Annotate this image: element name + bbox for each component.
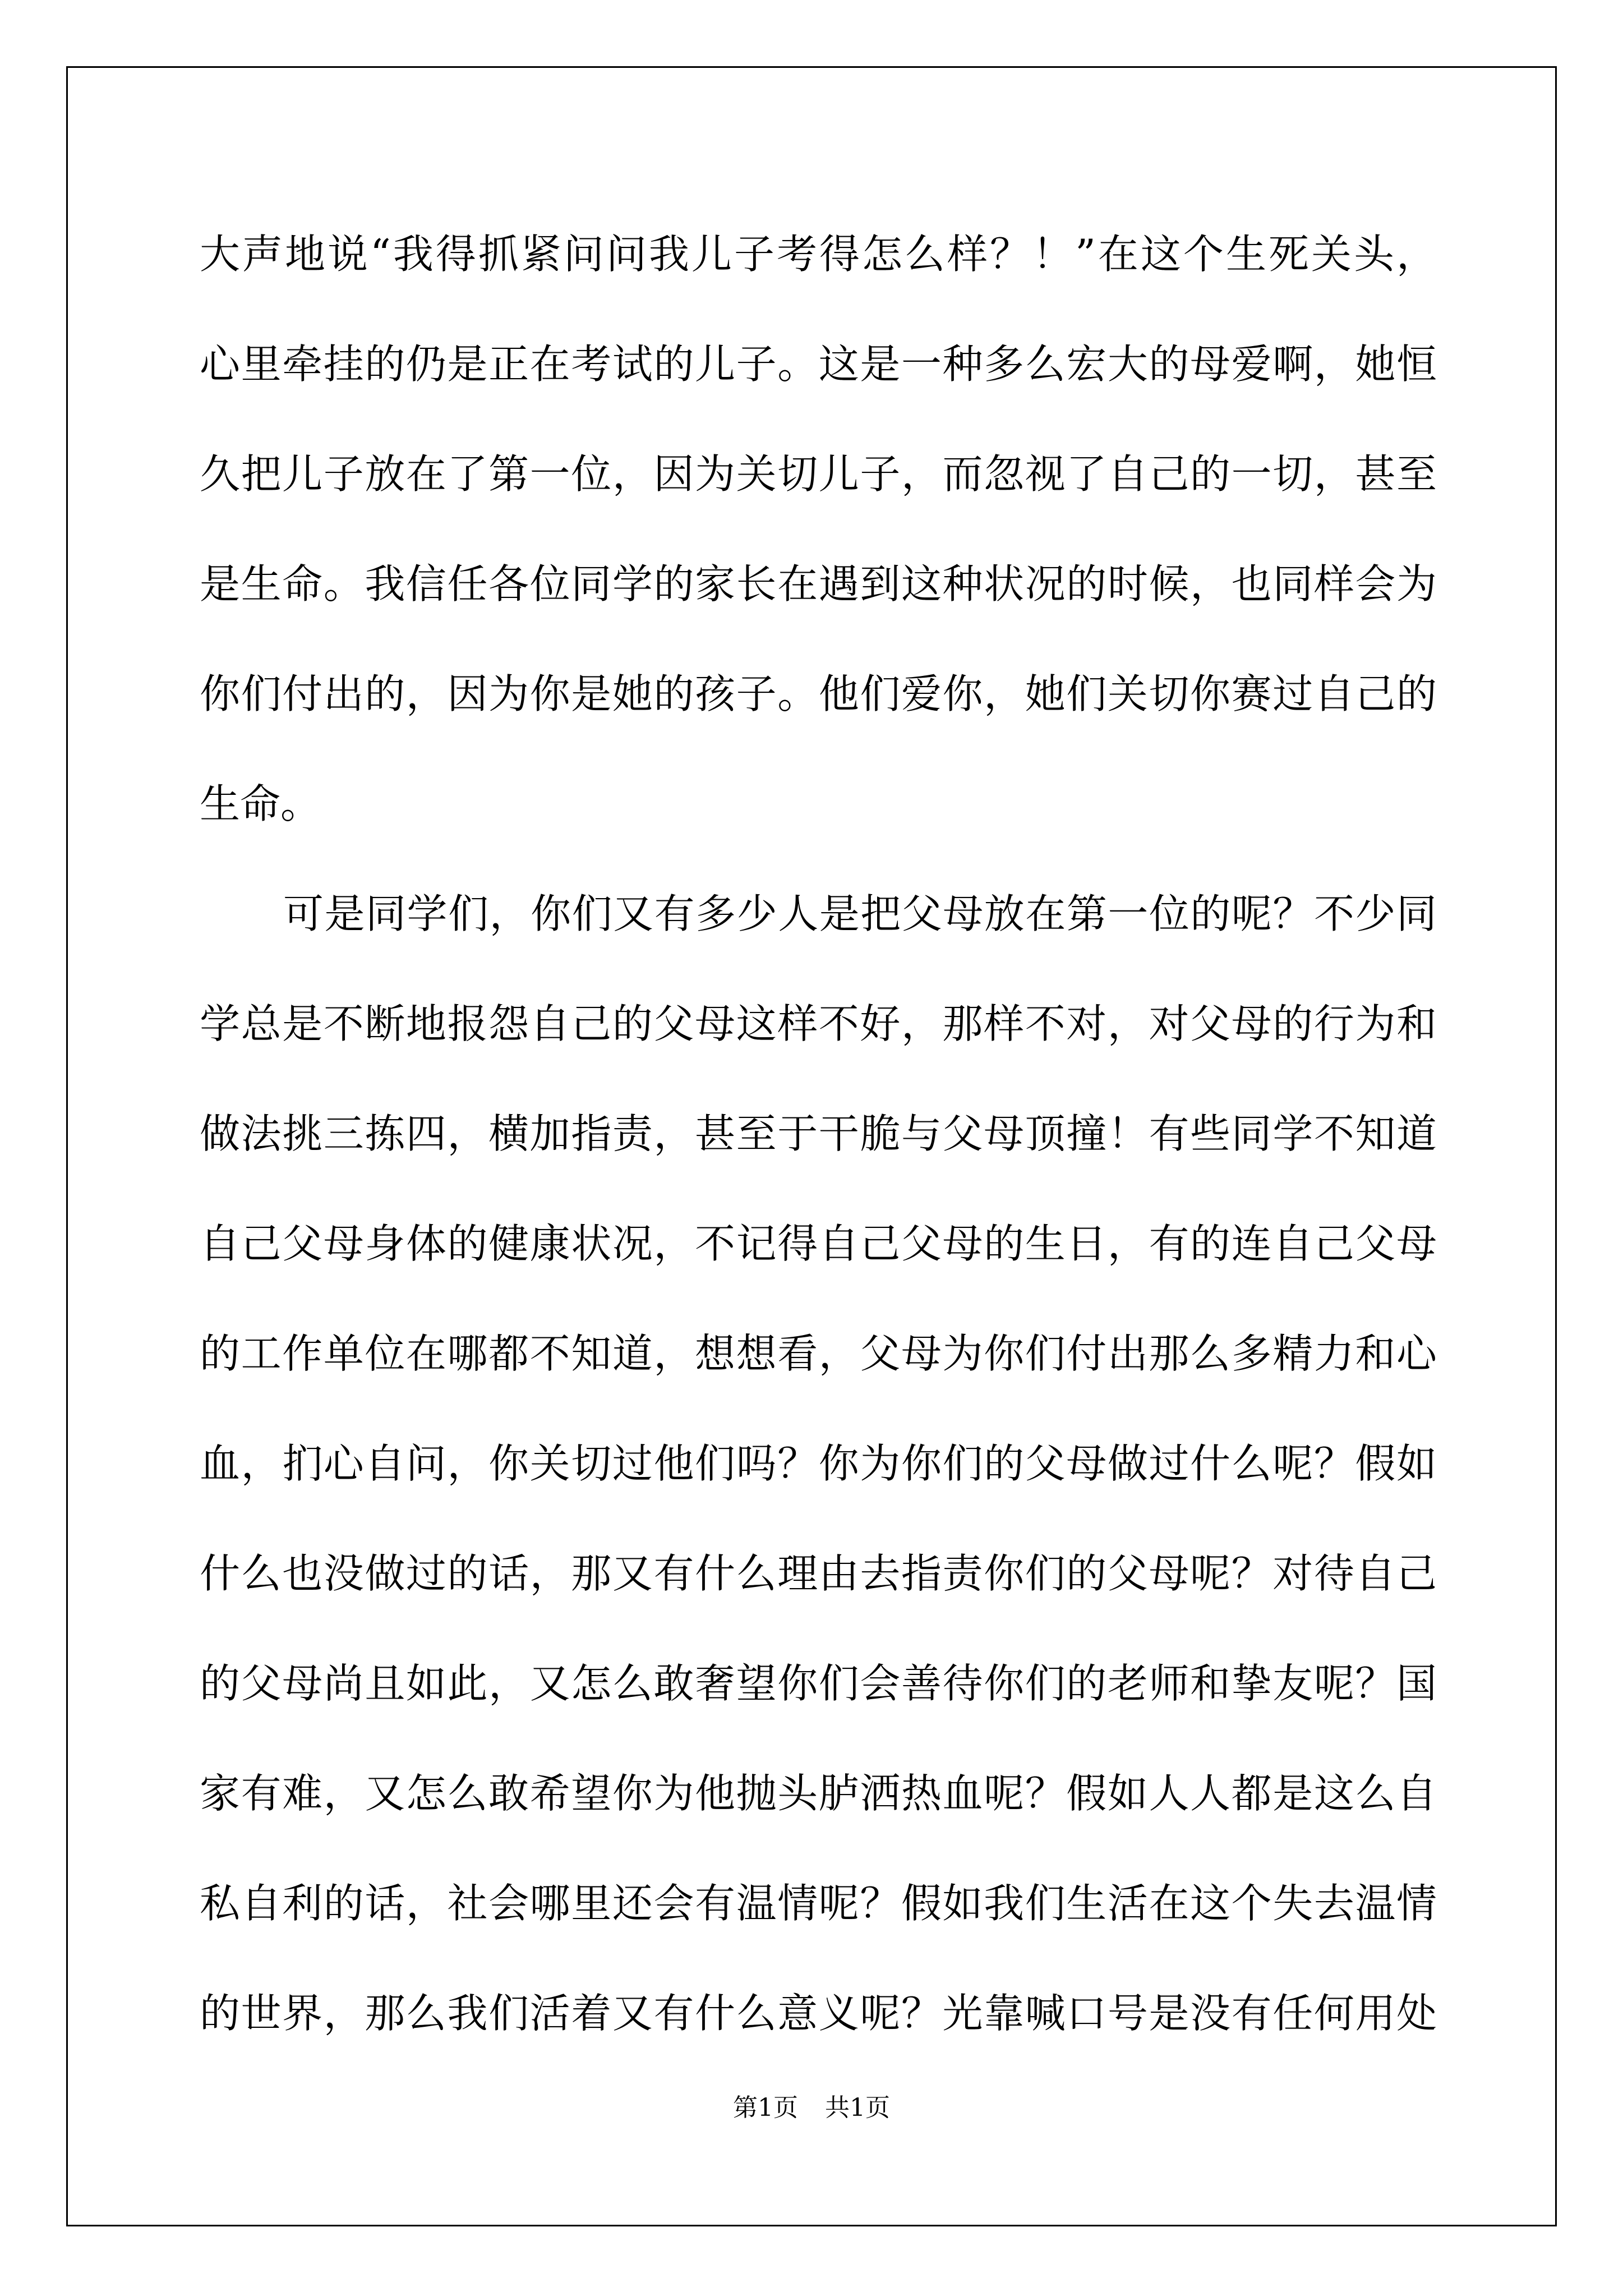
paragraph-line: 生命。 (200, 780, 321, 827)
paragraph-line: 心里牵挂的仍是正在考试的儿子。这是一种多么宏大的母爱啊，她恒 (200, 341, 1437, 388)
total-pages: 共1页 (825, 2093, 890, 2122)
paragraph-line: 你们付出的，因为你是她的孩子。他们爱你，她们关切你赛过自己的 (200, 670, 1437, 717)
paragraph-line: 做法挑三拣四，横加指责，甚至于干脆与父母顶撞！有些同学不知道 (200, 1110, 1437, 1157)
page-footer (0, 2091, 1623, 2125)
paragraph-line: 学总是不断地报怨自己的父母这样不好，那样不对，对父母的行为和 (200, 1000, 1437, 1047)
paragraph-line: 血，扪心自问，你关切过他们吗？你为你们的父母做过什么呢？假如 (200, 1440, 1437, 1487)
paragraph-line: 什么也没做过的话，那又有什么理由去指责你们的父母呢？对待自己 (200, 1550, 1437, 1597)
paragraph-line: 大声地说“我得抓紧问问我儿子考得怎么样？！”在这个生死关头， (200, 231, 1437, 278)
paragraph-line: 家有难，又怎么敢希望你为他抛头胪洒热血呢？假如人人都是这么自 (200, 1770, 1437, 1817)
paragraph-line: 可是同学们，你们又有多少人是把父母放在第一位的呢？不少同 (283, 890, 1437, 937)
paragraph-line: 的工作单位在哪都不知道，想想看，父母为你们付出那么多精力和心 (200, 1330, 1437, 1377)
page-number: 第1页 (733, 2093, 798, 2122)
paragraph-line: 私自利的话，社会哪里还会有温情呢？假如我们生活在这个失去温情 (200, 1880, 1437, 1927)
paragraph-line: 自己父母身体的健康状况，不记得自己父母的生日，有的连自己父母 (200, 1220, 1437, 1267)
paragraph-line: 的世界，那么我们活着又有什么意义呢？光靠喊口号是没有任何用处 (200, 1990, 1437, 2037)
paragraph-line: 久把儿子放在了第一位，因为关切儿子，而忽视了自己的一切，甚至 (200, 450, 1437, 498)
paragraph-line: 的父母尚且如此，又怎么敢奢望你们会善待你们的老师和挚友呢？国 (200, 1660, 1437, 1707)
paragraph-line: 是生命。我信任各位同学的家长在遇到这种状况的时候，也同样会为 (200, 560, 1437, 608)
